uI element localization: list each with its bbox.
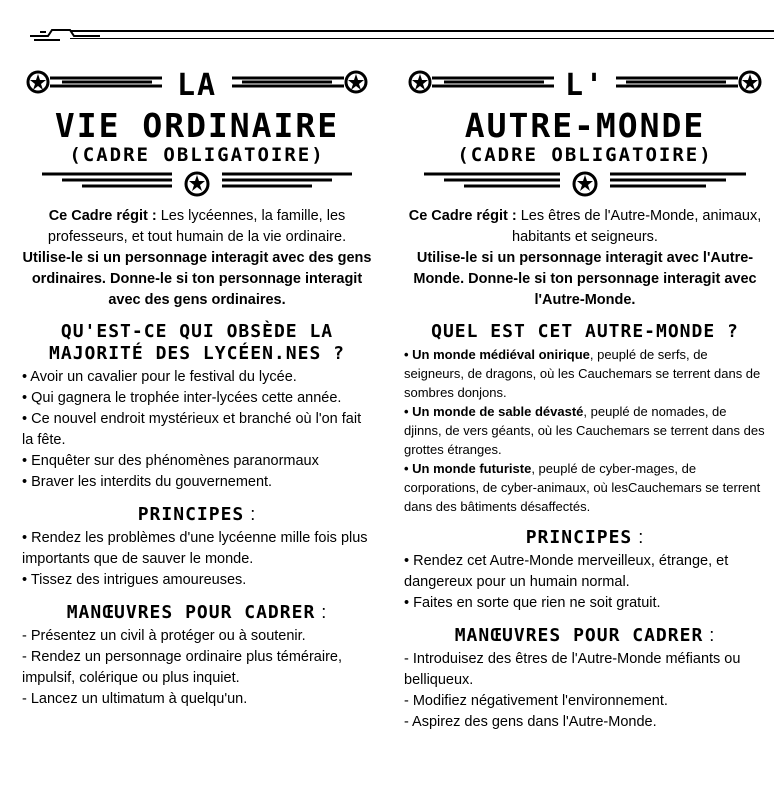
right-section2-title (404, 526, 766, 549)
left-section1-title: QU'EST-CE QUI OBSÈDE LA MAJORITÉ DES LYCÉEN.NES ? (49, 321, 345, 364)
right-section3-title-text: MANŒUVRES POUR CADRER (454, 625, 704, 646)
list-item: - Modifiez négativement l'environnement. (404, 693, 668, 709)
list-item: • Qui gagnera le trophée inter-lycées cette année. (22, 390, 342, 406)
list-item: • Enquêter sur des phénomènes paranormaux (22, 453, 319, 469)
lower-ornament-icon (22, 168, 372, 200)
list-item (404, 402, 766, 459)
right-title-line1: L' (564, 68, 606, 103)
list-item: - Lancez un ultimatum à quelqu'un. (22, 691, 248, 707)
list-item-bold: • Un monde médiéval onirique (404, 347, 590, 362)
right-section3-suffix: : (703, 625, 716, 645)
right-intro-text: Les êtres de l'Autre-Monde, animaux, habitants et seigneurs. (512, 208, 762, 245)
left-section3-title (22, 601, 372, 624)
list-item: - Introduisez des êtres de l'Autre-Monde méfiants ou belliqueux. (404, 651, 741, 688)
list-item (404, 345, 766, 402)
right-title-line3: (CADRE OBLIGATOIRE) (457, 144, 713, 166)
right-intro-label: Ce Cadre régit : (408, 208, 517, 224)
right-section2-list (404, 551, 766, 614)
right-banner (404, 60, 766, 200)
list-item: - Rendez un personnage ordinaire plus téméraire, impulsif, colérique ou plus inquiet. (22, 649, 342, 686)
list-item: • Faites en sorte que rien ne soit gratuit. (404, 595, 661, 611)
list-item: • Tissez des intrigues amoureuses. (22, 572, 247, 588)
right-intro-bold: Utilise-le si un personnage interagit avec l'Autre-Monde. Donne-le si ton personnage interagit avec l'Autre-Monde. (413, 250, 757, 308)
right-section3-list (404, 649, 766, 733)
list-item (404, 459, 766, 516)
list-item-text: , peuplé de serfs, de seigneurs, de dragons, où les Cauchemars se terrent dans de sombres donjons. (404, 347, 761, 400)
list-item: • Avoir un cavalier pour le festival du lycée. (22, 369, 297, 385)
left-section3-suffix: : (315, 602, 328, 622)
left-section2-title-text: PRINCIPES (137, 504, 245, 525)
list-item-bold: • Un monde de sable dévasté (404, 404, 584, 419)
list-item: • Braver les interdits du gouvernement. (22, 474, 273, 490)
list-item-bold: • Un monde futuriste (404, 461, 532, 476)
left-title-line2: VIE ORDINAIRE (54, 106, 340, 145)
list-item: • Rendez les problèmes d'une lycéenne mille fois plus importants que de sauver le monde. (22, 530, 368, 567)
right-title-line2: AUTRE-MONDE (464, 106, 706, 145)
left-title-line3: (CADRE OBLIGATOIRE) (69, 144, 325, 166)
left-intro-bold: Utilise-le si un personnage interagit avec des gens ordinaires. Donne-le si ton personnage interagit avec des gens ordinaires. (22, 250, 372, 308)
right-section1-title: QUEL EST CET AUTRE-MONDE ? (431, 321, 739, 342)
right-intro (404, 206, 766, 311)
left-title-line1: LA (176, 68, 218, 103)
list-item: - Aspirez des gens dans l'Autre-Monde. (404, 714, 657, 730)
right-section2-suffix: : (632, 527, 645, 547)
left-intro-label: Ce Cadre régit : (48, 208, 157, 224)
left-section2-suffix: : (244, 504, 257, 524)
top-ornament-icon (30, 24, 100, 44)
list-item: - Présentez un civil à protéger ou à soutenir. (22, 628, 306, 644)
left-intro-text: Les lycéennes, la famille, les professeurs, et tout humain de la vie ordinaire. (47, 208, 347, 245)
left-section2-list (22, 528, 372, 591)
left-section1-list (22, 367, 372, 493)
left-section3-title-text: MANŒUVRES POUR CADRER (66, 602, 316, 623)
left-column (22, 60, 372, 710)
right-column (404, 60, 766, 733)
right-section2-title-text: PRINCIPES (525, 527, 633, 548)
left-banner (22, 60, 372, 200)
top-rule (70, 30, 774, 39)
list-item: • Rendez cet Autre-Monde merveilleux, étrange, et dangereux pour un humain normal. (404, 553, 729, 590)
left-intro (22, 206, 372, 311)
left-section2-title (22, 503, 372, 526)
lower-ornament-icon (404, 168, 766, 200)
list-item-text: , peuplé de nomades, de djinns, de vers géants, où les Cauchemars se terrent dans des grottes étranges. (404, 404, 765, 457)
list-item-text: , peuplé de cyber-mages, de corporations, de cyber-animaux, où lesCauchemars se terrent dans des bâtiments désaffectés. (404, 461, 761, 514)
right-section3-title (404, 624, 766, 647)
left-section3-list (22, 626, 372, 710)
list-item: • Ce nouvel endroit mystérieux et branché où l'on fait la fête. (22, 411, 362, 448)
right-section1-list (404, 345, 766, 516)
